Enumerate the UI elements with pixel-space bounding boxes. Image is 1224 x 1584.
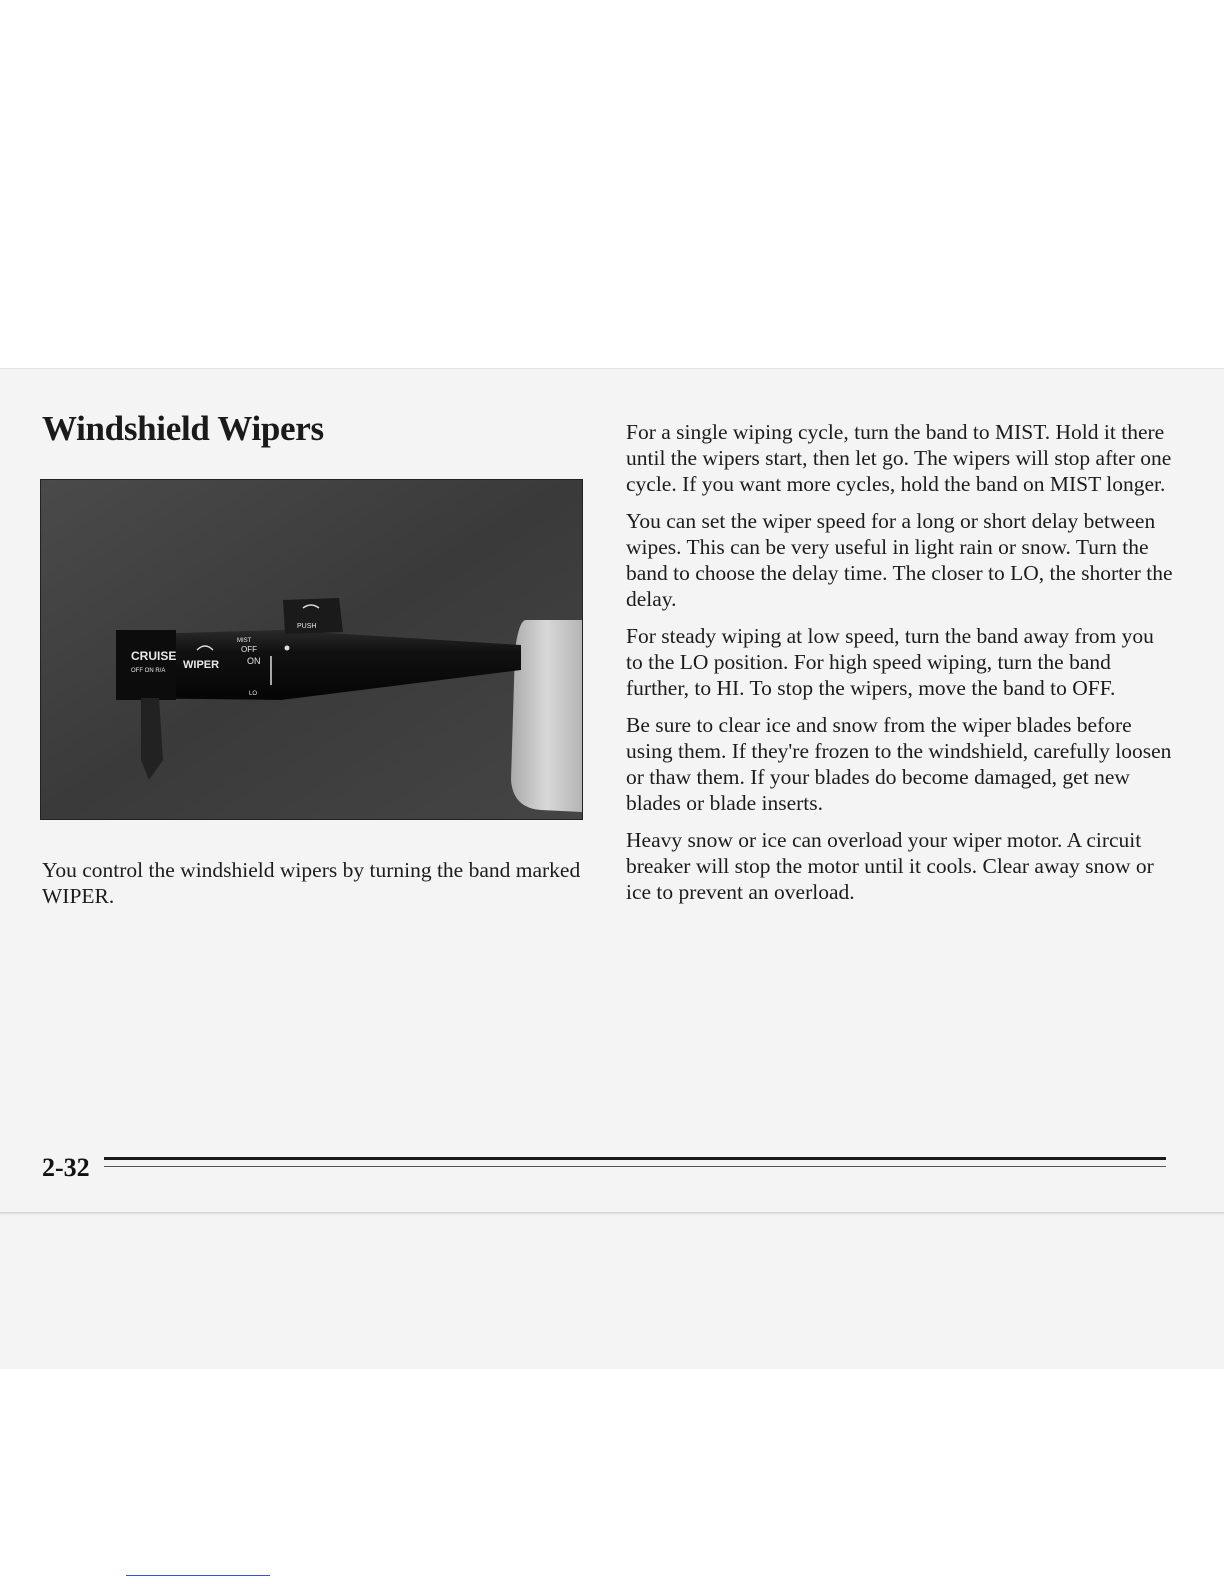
off-label: OFF: [241, 645, 257, 654]
cruise-label: CRUISE: [131, 649, 177, 663]
wiper-label: WIPER: [183, 659, 220, 671]
paragraph-overload: Heavy snow or ice can overload your wiper motor. A circuit breaker will stop the motor until it cools. Clear away snow or ice to prevent an overload.: [626, 828, 1154, 904]
footer-rule-thin: [104, 1166, 1166, 1167]
paragraph-mist: For a single wiping cycle, turn the band to MIST. Hold it there until the wipers start, then let go. The wipers will stop after one cycle. If you want more cycles, hold the band on MIST longer.: [626, 420, 1172, 496]
on-label: ON: [247, 656, 261, 666]
body-text-column: [626, 419, 1174, 916]
section-title: Windshield Wipers: [42, 409, 324, 448]
steering-column-shroud: [511, 620, 582, 812]
paragraph-ice: Be sure to clear ice and snow from the wiper blades before using them. If they're frozen to the windshield, carefully loosen or thaw them. If your blades do become damaged, get new blades or blade inserts.: [626, 713, 1172, 815]
position-dot-icon: [285, 646, 290, 651]
footer-rule: [104, 1157, 1166, 1160]
bottom-underline: [126, 1575, 270, 1576]
mist-label: MIST: [237, 638, 252, 644]
paragraph-delay: You can set the wiper speed for a long or short delay between wipes. This can be very useful in light rain or snow. Turn the band to choose the delay time. The closer to LO, the shorter the delay.: [626, 509, 1173, 611]
push-label: PUSH: [297, 623, 317, 630]
page-number: 2-32: [42, 1153, 90, 1182]
wiper-lever-photo: [40, 479, 583, 820]
paragraph-speed: For steady wiping at low speed, turn the band away from you to the LO position. For high speed wiping, turn the band further, to HI. To stop the wipers, move the band to OFF.: [626, 624, 1154, 700]
lo-label: LO: [249, 691, 258, 697]
cruise-sub-label: OFF ON R/A: [131, 668, 166, 674]
photo-caption: You control the windshield wipers by turning the band marked WIPER.: [42, 858, 581, 908]
page-edge-shadow: [0, 1212, 1224, 1215]
